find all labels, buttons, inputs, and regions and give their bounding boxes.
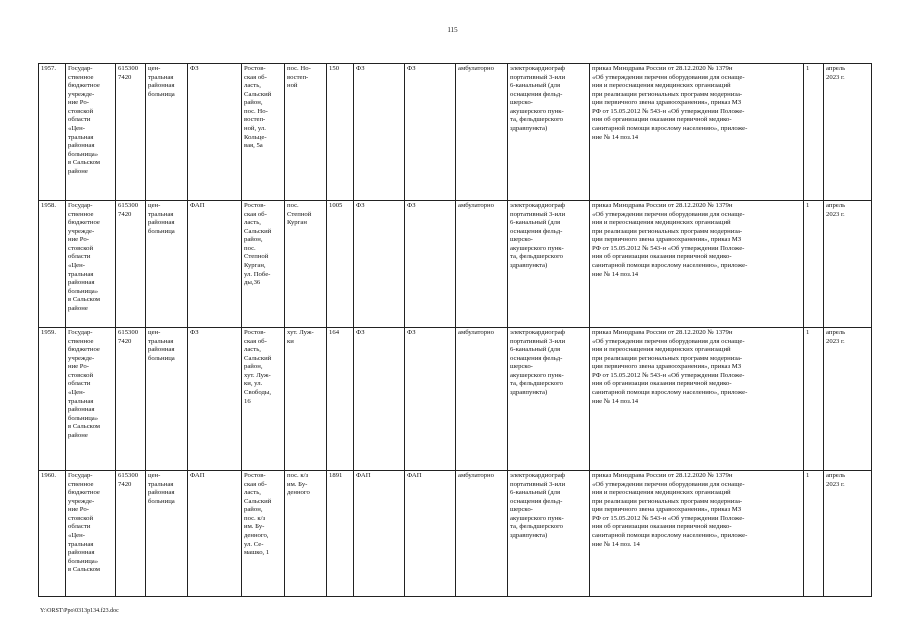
facility-type-3-cell: ФЗ [405,201,456,328]
legal-basis-cell: приказ Минздрава России от 28.12.2020 № 1379н «Об утверждении перечня оборудования для оснаще- ния и переоснащения медицинских организаций при реализации региональных программ модерниза- ции первичного звена здравоохранения», приказ МЗ РФ от 15.05.2012 № 543-н «Об утверждении Положе- ния об организации оказания первичной медико- санитарной помощи взрослому населению», приложе- ние № 14 поз.14 [590,64,804,201]
row-number: 1959. [39,328,66,471]
file-path-footer: Y:\ORST\Ppo\0313p134.f23.doc [40,608,119,614]
locality-cell: пос. Степной Курган [285,201,327,328]
legal-basis-cell: приказ Минздрава России от 28.12.2020 № 1379н «Об утверждении перечня оборудования для оснаще- ния и переоснащения медицинских организаций при реализации региональных программ модерниза- ции первичного звена здравоохранения», приказ МЗ РФ от 15.05.2012 № 543-н «Об утверждении Положе- ния об организации оказания первичной медико- санитарной помощи взрослому населению», приложе- ние № 14 поз. 14 [590,471,804,597]
facility-type-cell: ФЗ [188,64,242,201]
organization-cell: Государ- ственное бюджетное учрежде- ние Ро- стовской области «Цен- тральная районная больница» в Сальском районе [66,328,116,471]
quantity-cell: 1 [804,64,824,201]
address-cell: Ростов- ская об- ласть, Сальский район, пос. Но- востеп- ной, ул. Кольце- вая, 5а [242,64,285,201]
page-number: 115 [447,26,458,34]
organization-cell: Государ- ственное бюджетное учрежде- ние Ро- стовской области «Цен- тральная районная больница» в Сальском районе [66,201,116,328]
care-mode-cell: амбулаторно [456,471,508,597]
row-number: 1957. [39,64,66,201]
row-number: 1958. [39,201,66,328]
equipment-cell: электрокардиограф портативный 3-или 6-канальный (для оснащения фельд- шерско- акушерского пунк- та, фельдшерского здравпункта) [508,328,590,471]
date-cell: апрель 2023 г. [824,471,872,597]
care-mode-cell: амбулаторно [456,64,508,201]
inn-cell: 615300 7420 [116,201,146,328]
branch-cell: цен- тральная районная больница [146,201,188,328]
equipment-registry-table [38,63,872,597]
facility-type-3-cell: ФАП [405,471,456,597]
population-cell: 1891 [327,471,354,597]
facility-type-3-cell: ФЗ [405,64,456,201]
inn-cell: 615300 7420 [116,328,146,471]
address-cell: Ростов- ская об- ласть, Сальский район, пос. к/з им. Бу- денного, ул. Се- машко, 1 [242,471,285,597]
table-row [39,64,872,201]
facility-type-cell: ФАП [188,201,242,328]
facility-type-3-cell: ФЗ [405,328,456,471]
population-cell: 164 [327,328,354,471]
organization-cell: Государ- ственное бюджетное учрежде- ние Ро- стовской области «Цен- тральная районная больница» в Сальском районе [66,64,116,201]
locality-cell: пос. к/з им. Бу- денного [285,471,327,597]
quantity-cell: 1 [804,328,824,471]
facility-type-cell: ФАП [188,471,242,597]
quantity-cell: 1 [804,471,824,597]
branch-cell: цен- тральная районная больница [146,64,188,201]
facility-type-2-cell: ФАП [354,471,405,597]
facility-type-2-cell: ФЗ [354,64,405,201]
locality-cell: пос. Но- востеп- ной [285,64,327,201]
table-row [39,471,872,597]
table-row [39,201,872,328]
organization-cell: Государ- ственное бюджетное учрежде- ние Ро- стовской области «Цен- тральная районная больница» в Сальском [66,471,116,597]
quantity-cell: 1 [804,201,824,328]
inn-cell: 615300 7420 [116,471,146,597]
population-cell: 1005 [327,201,354,328]
address-cell: Ростов- ская об- ласть, Сальский район, хут. Луж- ки, ул. Свободы, 16 [242,328,285,471]
row-number: 1960. [39,471,66,597]
equipment-cell: электрокардиограф портативный 3-или 6-канальный (для оснащения фельд- шерско- акушерского пунк- та, фельдшерского здравпункта) [508,471,590,597]
locality-cell: хут. Луж- ки [285,328,327,471]
branch-cell: цен- тральная районная больница [146,328,188,471]
care-mode-cell: амбулаторно [456,201,508,328]
date-cell: апрель 2023 г. [824,328,872,471]
date-cell: апрель 2023 г. [824,64,872,201]
branch-cell: цен- тральная районная больница [146,471,188,597]
care-mode-cell: амбулаторно [456,328,508,471]
date-cell: апрель 2023 г. [824,201,872,328]
table-row [39,328,872,471]
facility-type-2-cell: ФЗ [354,201,405,328]
facility-type-2-cell: ФЗ [354,328,405,471]
legal-basis-cell: приказ Минздрава России от 28.12.2020 № 1379н «Об утверждении перечня оборудования для оснаще- ния и переоснащения медицинских организаций при реализации региональных программ модерниза- ции первичного звена здравоохранения», приказ МЗ РФ от 15.05.2012 № 543-н «Об утверждении Положе- ния об организации оказания первичной медико- санитарной помощи взрослому населению», приложе- ние № 14 поз.14 [590,201,804,328]
facility-type-cell: ФЗ [188,328,242,471]
inn-cell: 615300 7420 [116,64,146,201]
address-cell: Ростов- ская об- ласть, Сальский район, пос. Степной Курган, ул. Побе- ды,36 [242,201,285,328]
equipment-cell: электрокардиограф портативный 3-или 6-канальный (для оснащения фельд- шерско- акушерского пунк- та, фельдшерского здравпункта) [508,201,590,328]
population-cell: 150 [327,64,354,201]
legal-basis-cell: приказ Минздрава России от 28.12.2020 № 1379н «Об утверждении перечня оборудования для оснаще- ния и переоснащения медицинских организаций при реализации региональных программ модерниза- ции первичного звена здравоохранения», приказ МЗ РФ от 15.05.2012 № 543-н «Об утверждении Положе- ния об организации оказания первичной медико- санитарной помощи взрослому населению», приложе- ние № 14 поз.14 [590,328,804,471]
equipment-cell: электрокардиограф портативный 3-или 6-канальный (для оснащения фельд- шерско- акушерского пунк- та, фельдшерского здравпункта) [508,64,590,201]
